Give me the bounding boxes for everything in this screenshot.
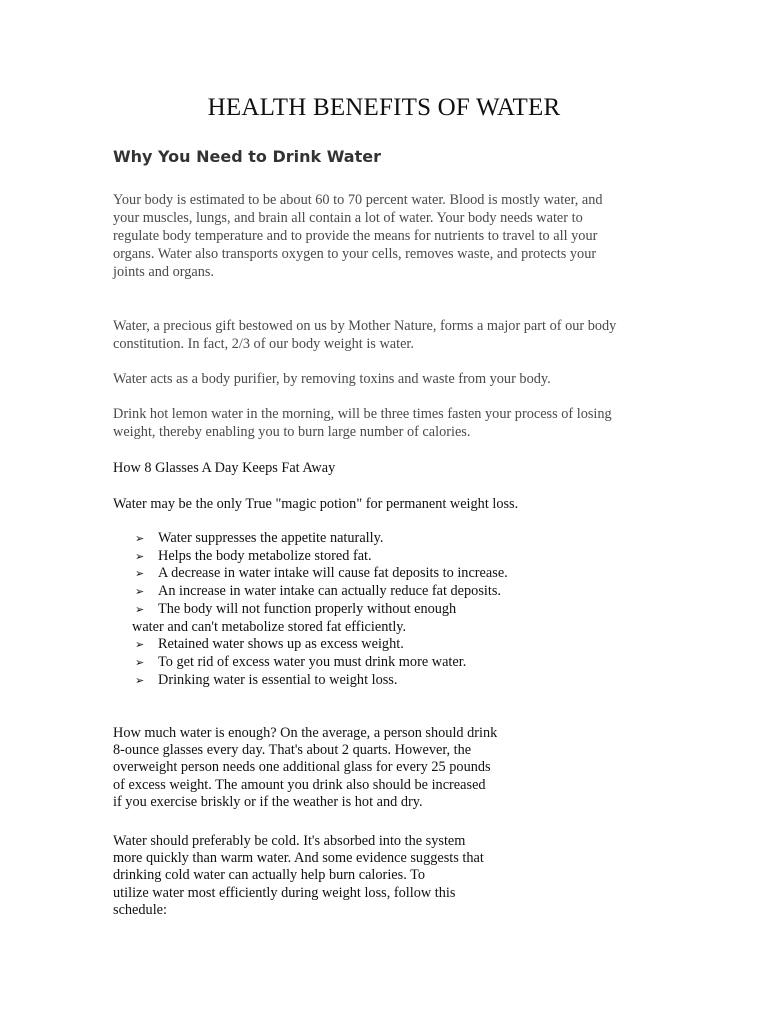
list-item <box>113 548 633 566</box>
paragraph-line: overweight person needs one additional glass for every 25 pounds <box>113 759 491 776</box>
list-item <box>113 565 633 583</box>
paragraph-line: if you exercise briskly or if the weather is hot and dry. <box>113 793 423 810</box>
paragraph-line: schedule: <box>113 901 167 918</box>
arrow-bullet-icon: ➢ <box>135 549 145 563</box>
arrow-bullet-icon: ➢ <box>135 602 145 616</box>
section-subheading: Why You Need to Drink Water <box>113 147 381 166</box>
paragraph-line: organs. Water also transports oxygen to your cells, removes waste, and protects your <box>113 246 597 262</box>
list-item-text: Helps the body metabolize stored fat. <box>158 547 372 564</box>
arrow-bullet-icon: ➢ <box>135 638 145 652</box>
gift-paragraph <box>113 317 653 353</box>
paragraph-line: 8-ounce glasses every day. That's about 2 quarts. However, the <box>113 742 472 759</box>
paragraph-line: of excess weight. The amount you drink also should be increased <box>113 776 486 793</box>
list-item <box>113 583 633 601</box>
list-item-text: Retained water shows up as excess weight. <box>158 636 404 653</box>
list-item <box>113 636 633 654</box>
paragraph-line: How much water is enough? On the average, a person should drink <box>113 725 498 741</box>
arrow-bullet-icon: ➢ <box>135 532 145 545</box>
how-much-paragraph <box>113 725 653 811</box>
list-item <box>113 530 633 548</box>
arrow-bullet-icon: ➢ <box>135 567 145 581</box>
paragraph-line: constitution. In fact, 2/3 of our body weight is water. <box>113 336 414 352</box>
paragraph-line: regulate body temperature and to provide the means for nutrients to travel to all your <box>113 228 598 244</box>
paragraph-line: Water, a precious gift bestowed on us by Mother Nature, forms a major part of our body <box>113 318 617 334</box>
list-item-text: Water suppresses the appetite naturally. <box>158 530 384 546</box>
list-item <box>113 654 633 672</box>
list-item-continuation: water and can't metabolize stored fat efficiently. <box>132 618 407 635</box>
paragraph-line: your muscles, lungs, and brain all contain a lot of water. Your body needs water to <box>113 210 583 226</box>
lemon-paragraph <box>113 405 653 441</box>
paragraph-line: drinking cold water can actually help burn calories. To <box>113 867 425 884</box>
list-item <box>113 672 633 690</box>
benefits-list <box>113 530 633 689</box>
arrow-bullet-icon: ➢ <box>135 585 145 599</box>
paragraph-line: joints and organs. <box>113 264 214 280</box>
purifier-paragraph: Water acts as a body purifier, by removing toxins and waste from your body. <box>113 371 551 387</box>
intro-paragraph <box>113 191 653 281</box>
paragraph-line: Your body is estimated to be about 60 to 70 percent water. Blood is mostly water, and <box>113 192 603 208</box>
paragraph-line: weight, thereby enabling you to burn large number of calories. <box>113 424 471 440</box>
section-heading: How 8 Glasses A Day Keeps Fat Away <box>113 460 336 476</box>
list-item-text: To get rid of excess water you must drink more water. <box>158 653 467 670</box>
paragraph-line: utilize water most efficiently during weight loss, follow this <box>113 884 456 901</box>
paragraph-line: Drink hot lemon water in the morning, will be three times fasten your process of losing <box>113 406 612 422</box>
list-item-text: Drinking water is essential to weight loss. <box>158 671 398 688</box>
list-item <box>113 601 633 636</box>
paragraph-line: more quickly than warm water. And some evidence suggests that <box>113 850 484 867</box>
cold-water-paragraph <box>113 833 653 919</box>
arrow-bullet-icon: ➢ <box>135 673 145 687</box>
list-item-text: The body will not function properly without enough <box>158 600 457 617</box>
list-item-text: A decrease in water intake will cause fat deposits to increase. <box>158 565 508 582</box>
paragraph-line: Water should preferably be cold. It's absorbed into the system <box>113 833 466 849</box>
magic-potion-paragraph: Water may be the only True "magic potion" for permanent weight loss. <box>113 496 519 512</box>
arrow-bullet-icon: ➢ <box>135 655 145 669</box>
page-title: HEALTH BENEFITS OF WATER <box>207 94 561 121</box>
list-item-text: An increase in water intake can actually reduce fat deposits. <box>158 583 501 600</box>
